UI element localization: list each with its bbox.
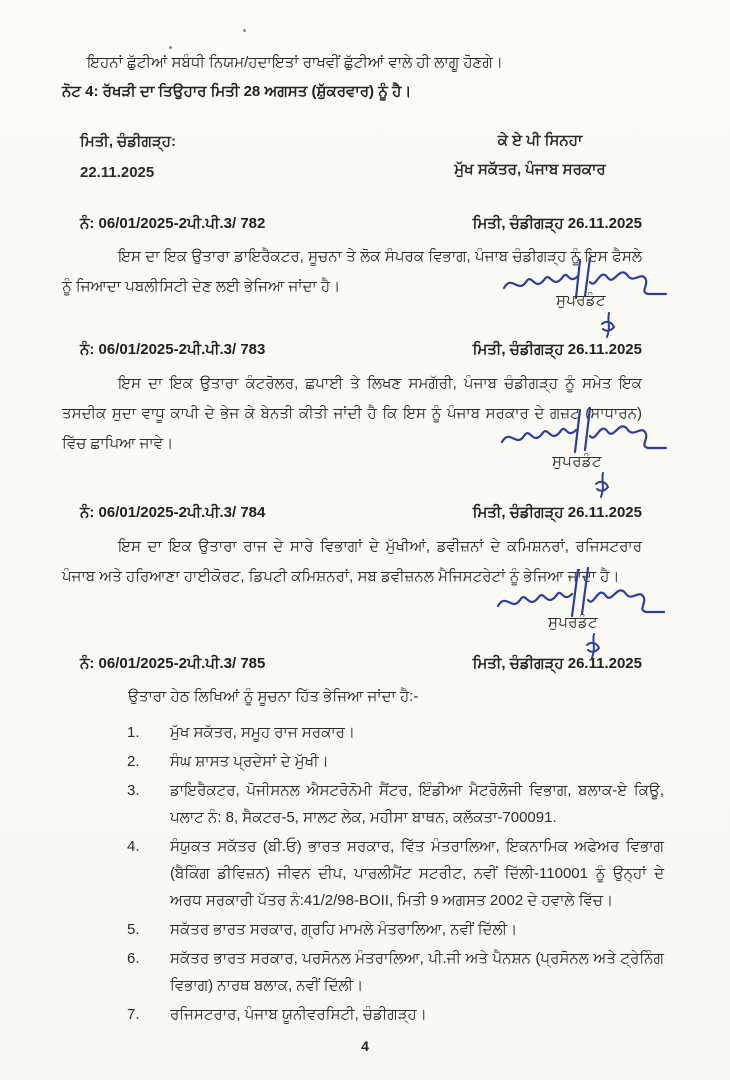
endorsement-1-date: ਮਿਤੀ, ਚੰਡੀਗੜ੍ਹ 26.11.2025 bbox=[472, 215, 642, 232]
letter-date: 22.11.2025 bbox=[80, 164, 155, 181]
endorsement-4-header bbox=[80, 655, 642, 672]
endorsement-2-date: ਮਿਤੀ, ਚੰਡੀਗੜ੍ਹ 26.11.2025 bbox=[472, 341, 642, 358]
superintendent-label: ਸੁਪਰਡੰਟ bbox=[548, 614, 598, 631]
endorsement-4-date: ਮਿਤੀ, ਚੰਡੀਗੜ੍ਹ 26.11.2025 bbox=[472, 655, 642, 672]
superintendent-label: ਸੁਪਰਡੰਟ bbox=[552, 453, 602, 470]
list-item bbox=[127, 945, 664, 999]
endorsement-4-number: ਨੰ: 06/01/2025-2ਪੀ.ਪੀ.3/ 785 bbox=[80, 655, 266, 672]
endorsement-2-header bbox=[80, 341, 642, 358]
endorsement-1-number: ਨੰ: 06/01/2025-2ਪੀ.ਪੀ.3/ 782 bbox=[80, 215, 266, 232]
list-item-text: ਰਜਿਸਟਰਾਰ, ਪੰਜਾਬ ਯੂਨੀਵਰਸਿਟੀ, ਚੰਡੀਗੜ੍ਹ। bbox=[170, 1006, 427, 1023]
list-item-text: ਡਾਇਰੈਕਟਰ, ਪੋਜੀਸਨਲ ਐਸਟਰੋਨੋਮੀ ਸੈਂਟਰ, ਇੰਡੀਆ ਮੈਟਰੋਲੋਜੀ ਵਿਭਾਗ, ਬਲਾਕ-ਏ ਕਿਊ, ਪਲਾਟ ਨੰ: 8, ਸੈਕਟਰ-5, ਸਾਲਟ ਲੇਕ, ਮਹੀਸਾ ਬਾਥਨ, ਕਲੱਕਤਾ-700091. bbox=[170, 782, 664, 826]
list-item-number: 6. bbox=[127, 950, 140, 967]
distribution-intro: ਉਤਾਰਾ ਹੇਠ ਲਿਖਿਆਂ ਨੂੰ ਸੂਚਨਾ ਹਿੱਤ ਭੇਜਿਆ ਜਾਂਦਾ ਹੈ:- bbox=[128, 688, 419, 705]
distribution-list bbox=[127, 719, 664, 1030]
signature-scribble bbox=[496, 406, 668, 458]
list-item-number: 2. bbox=[127, 753, 140, 770]
signer-name: ਕੇ ਏ ਪੀ ਸਿਨਹਾ bbox=[497, 132, 583, 149]
page-number: 4 bbox=[361, 1038, 369, 1054]
endorsement-3-number: ਨੰ: 06/01/2025-2ਪੀ.ਪੀ.3/ 784 bbox=[80, 504, 266, 521]
note-line: ਨੋਟ 4: ਰੱਖੜੀ ਦਾ ਤਿਉਹਾਰ ਮਿਤੀ 28 ਅਗਸਤ (ਸ਼ੁੱਕਰਵਾਰ) ਨੂੰ ਹੈ। bbox=[62, 83, 412, 100]
signature-flick-mark bbox=[598, 311, 618, 339]
list-item-number: 5. bbox=[127, 921, 140, 938]
signature-flick-mark bbox=[592, 471, 612, 499]
list-item bbox=[127, 1001, 664, 1028]
endorsement-1-body: ਇਸ ਦਾ ਇਕ ਉਤਾਰਾ ਡਾਇਰੈਕਟਰ, ਸੂਚਨਾ ਤੇ ਲੋਕ ਸੰਪਰਕ ਵਿਭਾਗ, ਪੰਜਾਬ ਚੰਡੀਗੜ੍ਹ ਨੂੰ ਇਸ ਫੈਸਲੇ ਨੂੰ ਜਿਆਦਾ ਪਬਲੀਸਿਟੀ ਦੇਣ ਲਈ ਭੇਜਿਆ ਜਾਂਦਾ ਹੈ। bbox=[62, 248, 642, 295]
list-item-text: ਸਕੱਤਰ ਭਾਰਤ ਸਰਕਾਰ, ਗ੍ਰਹਿ ਮਾਮਲੇ ਮੰਤਰਾਲਿਆ, ਨਵੀਂ ਦਿੱਲੀ। bbox=[170, 921, 518, 938]
endorsement-3-header bbox=[80, 504, 642, 521]
list-item-number: 4. bbox=[127, 838, 140, 855]
list-item-text: ਮੁੱਖ ਸਕੱਤਰ, ਸਮੂਹ ਰਾਜ ਸਰਕਾਰ। bbox=[170, 724, 356, 741]
list-item bbox=[127, 916, 664, 943]
list-item-number: 3. bbox=[127, 782, 140, 799]
list-item bbox=[127, 833, 664, 914]
list-item bbox=[127, 719, 664, 746]
scan-speck bbox=[243, 29, 246, 32]
list-item-text: ਸੰਯੁਕਤ ਸਕੱਤਰ (ਬੀ.ਓ) ਭਾਰਤ ਸਰਕਾਰ, ਵਿੱਤ ਮੰਤਰਾਲਿਆ, ਇਕਨਾਮਿਕ ਅਫੇਅਰ ਵਿਭਾਗ (ਬੈਕਿੰਗ ਡੀਵਿਜ਼ਨ) ਜੀਵਨ ਦੀਪ, ਪਾਰਲੀਮੈਂਟ ਸਟਰੀਟ, ਨਵੀਂ ਦਿੱਲੀ-110001 ਨੂੰ ਉਨ੍ਹਾਂ ਦੇ ਅਰਧ ਸਰਕਾਰੀ ਪੱਤਰ ਨੰ:41/2/98-BOII, ਮਿਤੀ 9 ਅਗਸਤ 2002 ਦੇ ਹਵਾਲੇ ਵਿੱਚ। bbox=[170, 838, 664, 909]
place-label: ਮਿਤੀ, ਚੰਡੀਗੜ੍ਹ: bbox=[80, 133, 176, 150]
endorsement-3-date: ਮਿਤੀ, ਚੰਡੀਗੜ੍ਹ 26.11.2025 bbox=[472, 504, 642, 521]
endorsement-3-body: ਇਸ ਦਾ ਇਕ ਉਤਾਰਾ ਰਾਜ ਦੇ ਸਾਰੇ ਵਿਭਾਗਾਂ ਦੇ ਮੁੱਖੀਆਂ, ਡਵੀਜ਼ਨਾਂ ਦੇ ਕਮਿਸ਼ਨਰਾਂ, ਰਜਿਸਟਰਾਰ ਪੰਜਾਬ ਅਤੇ ਹਰਿਆਣਾ ਹਾਈਕੋਰਟ, ਡਿਪਟੀ ਕਮਿਸ਼ਨਰਾਂ, ਸਬ ਡਵੀਜ਼ਨਲ ਮੈਜਿਸਟਰੇਟਾਂ ਨੂੰ ਭੇਜਿਆ ਜਾਂਦਾ ਹੈ। bbox=[62, 538, 642, 585]
endorsement-2-number: ਨੰ: 06/01/2025-2ਪੀ.ਪੀ.3/ 783 bbox=[80, 341, 266, 358]
endorsement-1-header bbox=[80, 215, 642, 232]
list-item bbox=[127, 748, 664, 775]
signer-title: ਮੁੱਖ ਸਕੱਤਰ, ਪੰਜਾਬ ਸਰਕਾਰ bbox=[454, 161, 606, 178]
list-item-number: 1. bbox=[127, 724, 140, 741]
list-item-text: ਸੰਘ ਸ਼ਾਸਤ ਪ੍ਰਦੇਸਾਂ ਦੇ ਮੁੱਖੀ। bbox=[170, 753, 329, 770]
preamble-line: ਇਹਨਾਂ ਛੁੱਟੀਆਂ ਸਬੰਧੀ ਨਿਯਮ/ਹਦਾਇਤਾਂ ਰਾਖਵੀਂ ਛੁੱਟੀਆਂ ਵਾਲੇ ਹੀ ਲਾਗੂ ਹੋਣਗੇ। bbox=[87, 54, 503, 71]
superintendent-label: ਸੁਪਰਡੰਟ bbox=[556, 292, 606, 309]
endorsement-2-body: ਇਸ ਦਾ ਇਕ ਉਤਾਰਾ ਕੰਟਰੋਲਰ, ਛਪਾਈ ਤੇ ਲਿਖਣ ਸਮਗੱਰੀ, ਪੰਜਾਬ ਚੰਡੀਗੜ੍ਹ ਨੂੰ ਸਮੇਤ ਇਕ ਤਸਦੀਕ ਸੁਦਾ ਵਾਧੂ ਕਾਪੀ ਦੇ ਭੇਜ ਕੇ ਬੇਨਤੀ ਕੀਤੀ ਜਾਂਦੀ ਹੈ ਕਿ ਇਸ ਨੂੰ ਪੰਜਾਬ ਸਰਕਾਰ ਦੇ ਗਜ਼ਟ (ਸਾਧਾਰਨ) ਵਿੱਚ ਛਾਪਿਆ ਜਾਵੇ। bbox=[62, 375, 642, 452]
scan-speck bbox=[169, 46, 172, 49]
list-item-number: 7. bbox=[127, 1006, 140, 1023]
list-item bbox=[127, 777, 664, 831]
list-item-text: ਸਕੱਤਰ ਭਾਰਤ ਸਰਕਾਰ, ਪਰਸੋਨਲ ਮੰਤਰਾਲਿਆ, ਪੀ.ਜੀ ਅਤੇ ਪੈਨਸ਼ਨ (ਪ੍ਰਸੋਨਲ ਅਤੇ ਟ੍ਰੇਨਿੰਗ ਵਿਭਾਗ) ਨਾਰਥ ਬਲਾਕ, ਨਵੀਂ ਦਿੱਲੀ। bbox=[170, 950, 664, 994]
